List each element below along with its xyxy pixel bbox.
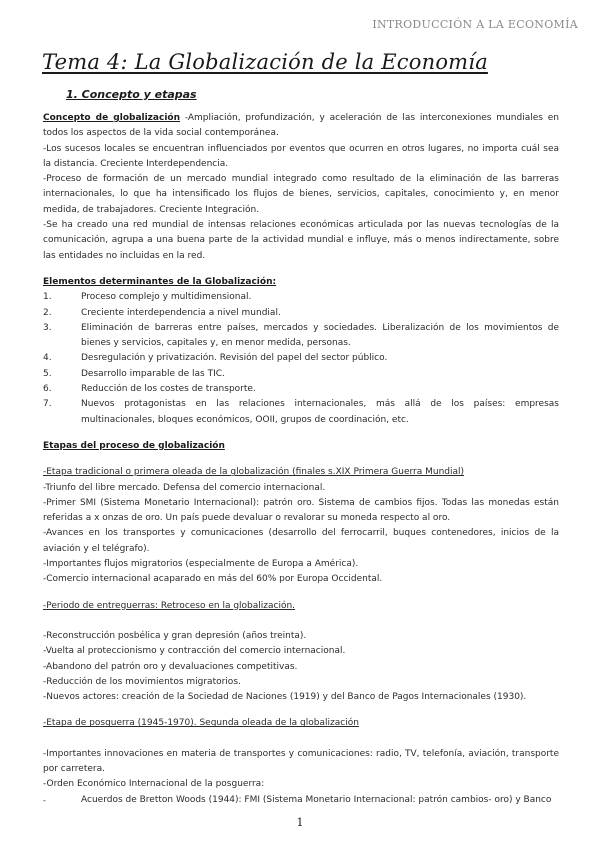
elements-list bbox=[43, 290, 559, 428]
stage-point: -Triunfo del libre mercado. Defensa del comercio internacional. bbox=[43, 482, 326, 493]
concept-point: -Proceso de formación de un mercado mundial integrado como resultado de la eliminación de las barreras internacionales, lo que ha intensificado los flujos de bienes, servicios, capitales, conocimiento y, en menor medida, de trabajadores. Creciente Integración. bbox=[43, 174, 559, 215]
list-item: 5. Desarrollo imparable de las TIC. bbox=[43, 368, 225, 379]
stage-first-heading: -Etapa tradicional o primera oleada de la globalización (finales s.XIX Primera Guerra Mundial) bbox=[43, 467, 465, 478]
stage-postwar-heading: -Etapa de posguerra (1945-1970). Segunda oleada de la globalización bbox=[43, 718, 359, 729]
section-heading: 1. Concepto y etapas bbox=[66, 88, 197, 101]
document-body bbox=[43, 111, 559, 808]
list-item: 3. Eliminación de barreras entre países, mercados y sociedades. Liberalización de los movimientos de bienes y servicios, capitales y, en menor medida, personas. bbox=[43, 322, 559, 349]
sub-list-item: - Acuerdos de Bretton Woods (1944): FMI (Sistema Monetario Internacional: patrón cambios- oro) y Banco bbox=[43, 794, 552, 805]
stage-point: -Importantes innovaciones en materia de transportes y comunicaciones: radio, TV, telefonía, aviación, transporte por carretera. bbox=[43, 748, 559, 774]
stage-point: -Abandono del patrón oro y devaluaciones competitivas. bbox=[43, 661, 298, 672]
running-header: INTRODUCCIÓN A LA ECONOMÍA bbox=[372, 18, 578, 31]
concept-paragraph bbox=[43, 111, 559, 142]
stage-point: -Nuevos actores: creación de la Sociedad de Naciones (1919) y del Banco de Pagos Internacionales (1930). bbox=[43, 692, 527, 703]
stage-point: -Reducción de los movimientos migratorios. bbox=[43, 676, 241, 687]
concept-heading: Concepto de globalización bbox=[43, 113, 181, 123]
list-item: 6. Reducción de los costes de transporte. bbox=[43, 384, 256, 395]
elements-heading: Elementos determinantes de la Globalización: bbox=[43, 276, 277, 287]
stage-point: -Orden Económico Internacional de la posguerra: bbox=[43, 779, 265, 790]
stages-heading: Etapas del proceso de globalización bbox=[43, 440, 225, 451]
stage-point: -Primer SMI (Sistema Monetario Internacional): patrón oro. Sistema de cambios fijos. Todas las monedas están referidas a x onzas de oro. Un país puede devaluar o revalorar su moneda respecto al oro. bbox=[43, 497, 559, 524]
list-item: 4. Desregulación y privatización. Revisión del papel del sector público. bbox=[43, 353, 388, 364]
list-item: 2. Creciente interdependencia a nivel mundial. bbox=[43, 307, 281, 318]
stage-point: -Vuelta al proteccionismo y contracción del comercio internacional. bbox=[43, 646, 346, 657]
stage-interwar-heading: -Periodo de entreguerras: Retroceso en la globalización. bbox=[43, 600, 296, 611]
concept-lead: -Ampliación, profundización, y aceleración de las interconexiones mundiales en todos los aspectos de la vida social contemporánea. bbox=[43, 113, 559, 139]
stage-point: -Avances en los transportes y comunicaciones (desarrollo del ferrocarril, buques contenedores, inicios de la aviación y el telégrafo). bbox=[43, 528, 559, 554]
stage-point: -Comercio internacional acaparado en más del 60% por Europa Occidental. bbox=[43, 574, 383, 585]
concept-point: -Se ha creado una red mundial de intensas relaciones económicas articulada por las nuevas tecnologías de la comunicación, agrupa a una buena parte de la actividad mundial e influye, más o menos indirectamente, sobre las entidades no incluidas en la red. bbox=[43, 220, 559, 261]
stage-point: -Importantes flujos migratorios (especialmente de Europa a América). bbox=[43, 559, 359, 570]
page-title: Tema 4: La Globalización de la Economía bbox=[42, 50, 488, 74]
stage-point: -Reconstrucción posbélica y gran depresión (años treinta). bbox=[43, 630, 307, 641]
page-number: 1 bbox=[296, 816, 304, 829]
list-item: 7. Nuevos protagonistas en las relaciones internacionales, más allá de los países: empresas multinacionales, bloques económicos, OOII, grupos de coordinación, etc. bbox=[43, 399, 559, 425]
list-item: 1. Proceso complejo y multidimensional. bbox=[43, 292, 252, 303]
concept-point: -Los sucesos locales se encuentran influenciados por eventos que ocurren en otros lugares, no importa cuál sea la distancia. Creciente Interdependencia. bbox=[43, 143, 559, 169]
